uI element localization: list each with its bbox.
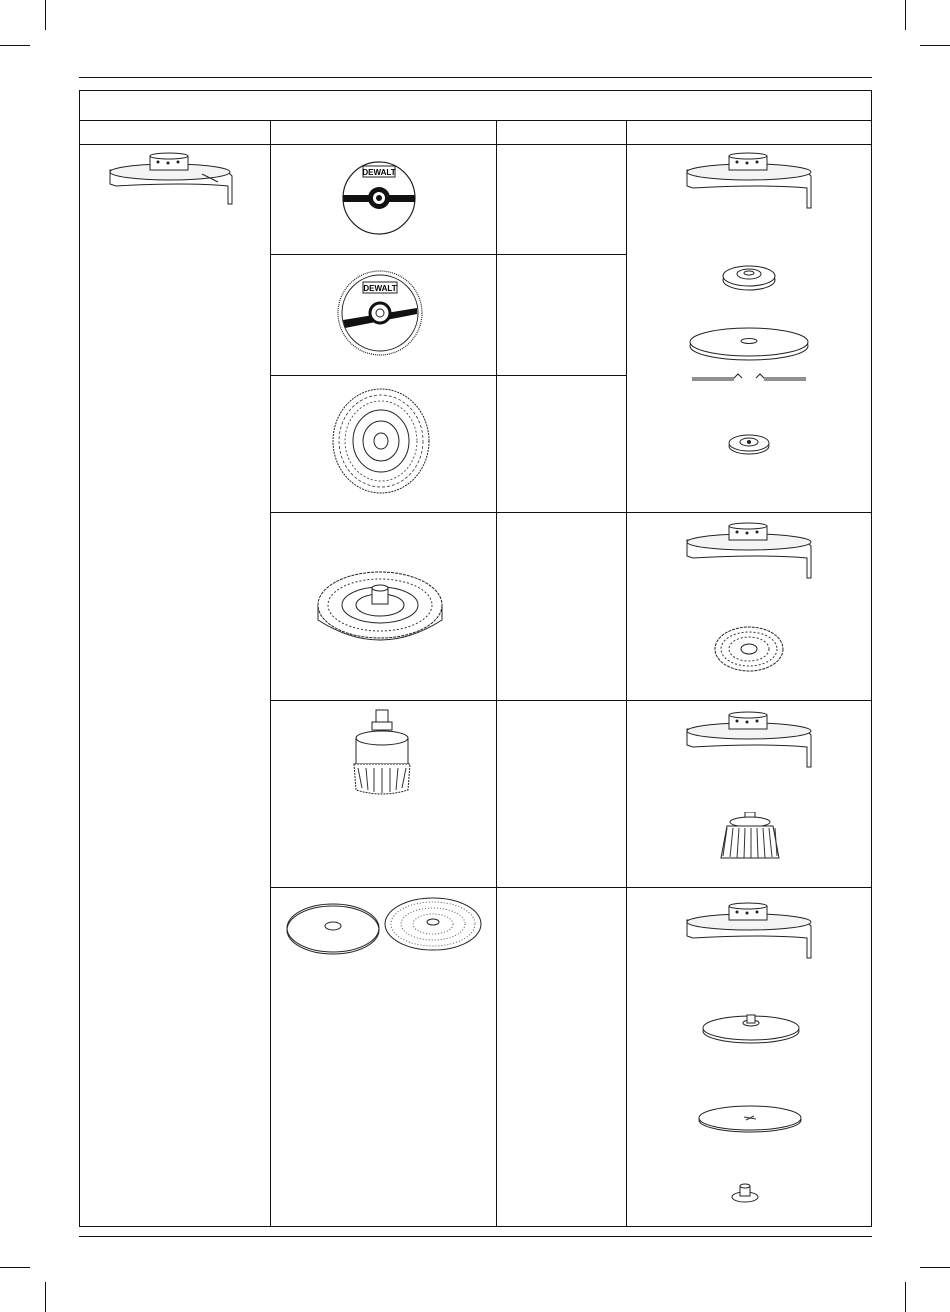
- disc-icon: [688, 326, 810, 362]
- table-divider: [79, 144, 872, 145]
- crop-mark: [45, 0, 46, 30]
- wire-wheel-icon: [331, 386, 431, 496]
- brand-logo: DEWALT: [363, 284, 397, 293]
- knotted-wheel-icon: [713, 624, 785, 674]
- table-divider: [496, 120, 497, 1227]
- table-divider: [270, 512, 872, 513]
- guard-icon: [683, 152, 817, 210]
- backing-pad-icon: [701, 1009, 801, 1045]
- crop-mark: [920, 45, 950, 46]
- table-divider: [270, 120, 271, 1227]
- cutting-disc-icon: [341, 160, 417, 236]
- knotted-wire-wheel-icon: [315, 560, 445, 660]
- sanding-disc-icon: [285, 896, 485, 956]
- crop-mark: [920, 1267, 950, 1268]
- lock-nut-icon: [727, 432, 771, 456]
- cup-brush-icon: [719, 812, 781, 862]
- bottom-rule: [79, 1236, 872, 1237]
- top-rule: [79, 77, 872, 78]
- guard-icon: [683, 522, 817, 580]
- table-divider: [270, 887, 872, 888]
- crop-mark: [0, 1267, 30, 1268]
- guard-icon: [683, 711, 817, 769]
- backing-flange-icon: [721, 262, 777, 292]
- sanding-disc-part-icon: [697, 1104, 803, 1134]
- spacer-icon: [690, 370, 808, 384]
- crop-mark: [45, 1282, 46, 1312]
- table-divider: [626, 120, 627, 1227]
- guard-icon: [106, 152, 236, 207]
- brand-logo: DEWALT: [362, 168, 396, 177]
- table-divider: [270, 700, 872, 701]
- table-divider: [270, 254, 627, 255]
- guard-icon: [683, 902, 817, 960]
- wire-cup-brush-icon: [350, 708, 414, 796]
- table-divider: [79, 120, 872, 121]
- crop-mark: [905, 0, 906, 30]
- table-divider: [270, 375, 627, 376]
- crop-mark: [905, 1282, 906, 1312]
- clamp-nut-icon: [730, 1180, 760, 1204]
- crop-mark: [0, 45, 30, 46]
- diamond-disc-icon: [337, 270, 423, 356]
